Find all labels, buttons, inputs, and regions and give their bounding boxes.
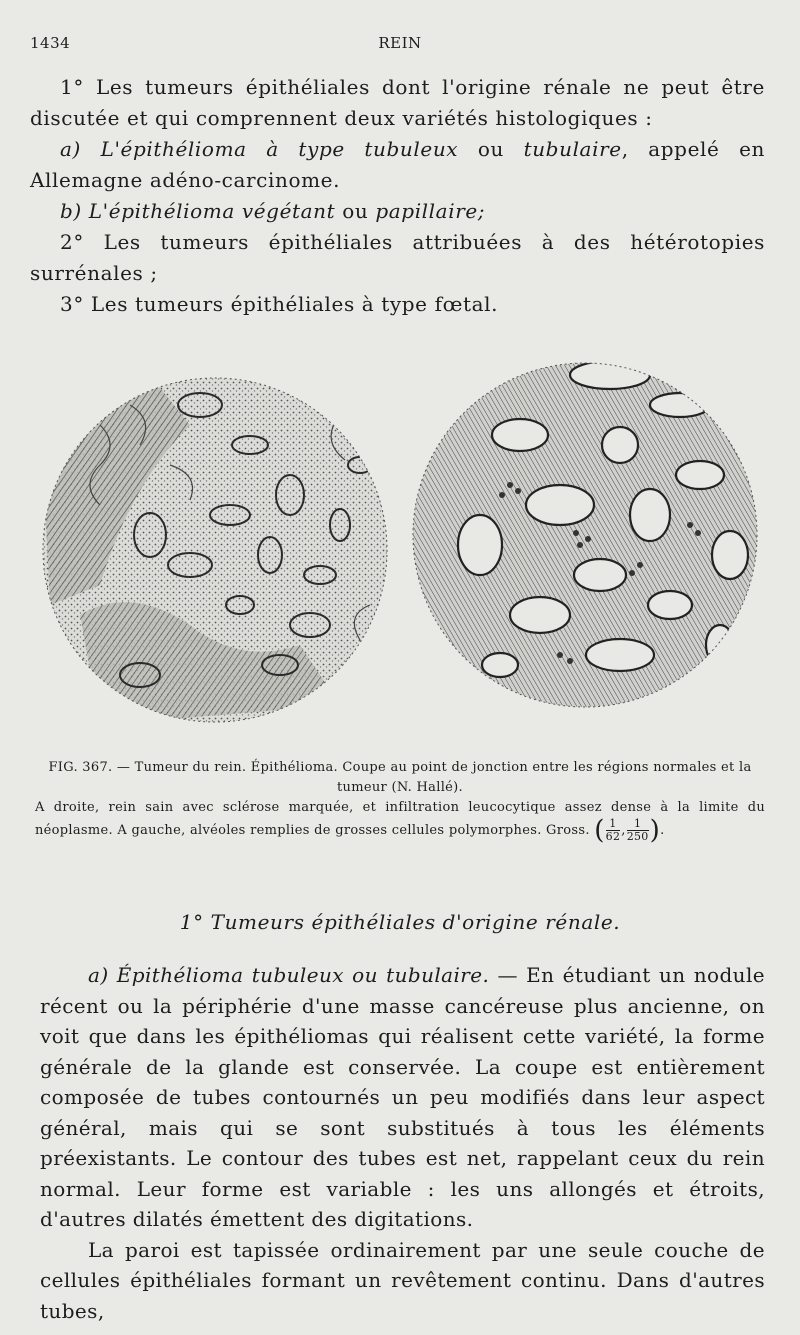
right-micrograph (413, 361, 757, 707)
item-b-term2: papillaire; (375, 199, 486, 223)
item-a-label: a) (60, 137, 81, 161)
item-a-or: ou (477, 137, 504, 161)
item-a-term: L'épithélioma à type tubuleux (100, 137, 459, 161)
list-item-a (30, 134, 765, 196)
caption-text: A droite, rein sain avec sclérose marquée, et infiltration leucocytique assez dense à la limite du néoplasme. A gauche, alvéoles remplies de grosses cellules polymorphes. Gross. (35, 800, 765, 838)
list-item-b (30, 196, 765, 227)
subsection-label: a) (88, 963, 109, 987)
list-item-2: 2° Les tumeurs épithéliales attribuées à des hétérotopies surrénales ; (30, 230, 765, 285)
magnification-fraction-2: $\frac{1}{250}$ (626, 817, 649, 843)
caption-line-1: FIG. 367. — Tumeur du rein. Épithélioma. Coupe au point de jonction entre les régions normales et la tumeur (N. Hallé). (48, 760, 752, 795)
item-b-term: L'épithélioma végétant (88, 199, 336, 223)
magnification-fraction-1: $\frac{1}{62}$ (605, 817, 621, 843)
subsection-title: Épithélioma tubuleux ou tubulaire. (116, 963, 490, 987)
page-header (30, 34, 770, 58)
page-number: 1434 (30, 34, 71, 52)
item-b-or: ou (342, 199, 369, 223)
body-text (40, 960, 765, 1326)
list-item-3: 3° Les tumeurs épithéliales à type fœtal. (60, 292, 499, 316)
item-a-rest: , appelé en Allemagne adéno-carcinome. (30, 137, 765, 192)
section-title: 1° Tumeurs épithéliales d'origine rénale. (179, 910, 621, 934)
intro-list (30, 72, 765, 320)
caption-line-2: A droite, rein sain avec sclérose marquée, et infiltration leucocytique assez dense à la limite du néoplasme. A gauche, alvéoles remplies de grosses cellules polymorphes. Gross. ( $\frac{1}{62}$ , $\frac{1}{250}$ ). (35, 800, 765, 846)
running-head: REIN (378, 34, 422, 52)
paragraph-1-text: — En étudiant un nodule récent ou la périphérie d'une masse cancéreuse plus ancienne, on voit que dans les épithéliomas qui réalisent cette variété, la forme générale de la glande est conservée. La coupe est entièrement composée de tubes contournés un peu modifiés dans leur aspect général, mais qui se sont substitués à tous les éléments préexistants. Le contour des tubes est net, rappelant ceux du rein normal. Leur forme est variable : les uns allongés et étroits, d'autres dilatés émettent des digitations. (40, 963, 765, 1231)
figure-caption (35, 758, 765, 846)
item-b-label: b) (60, 199, 82, 223)
paragraph-2: La paroi est tapissée ordinairement par une seule couche de cellules épithéliales formant un revêtement continu. Dans d'autres tubes, (40, 1237, 765, 1323)
list-item-1: 1° Les tumeurs épithéliales dont l'origine rénale ne peut être discutée et qui comprennent deux variétés histologiques : (30, 75, 765, 130)
paragraph-1 (40, 960, 765, 1235)
histology-figure (40, 345, 760, 735)
item-a-term2: tubulaire (523, 137, 622, 161)
